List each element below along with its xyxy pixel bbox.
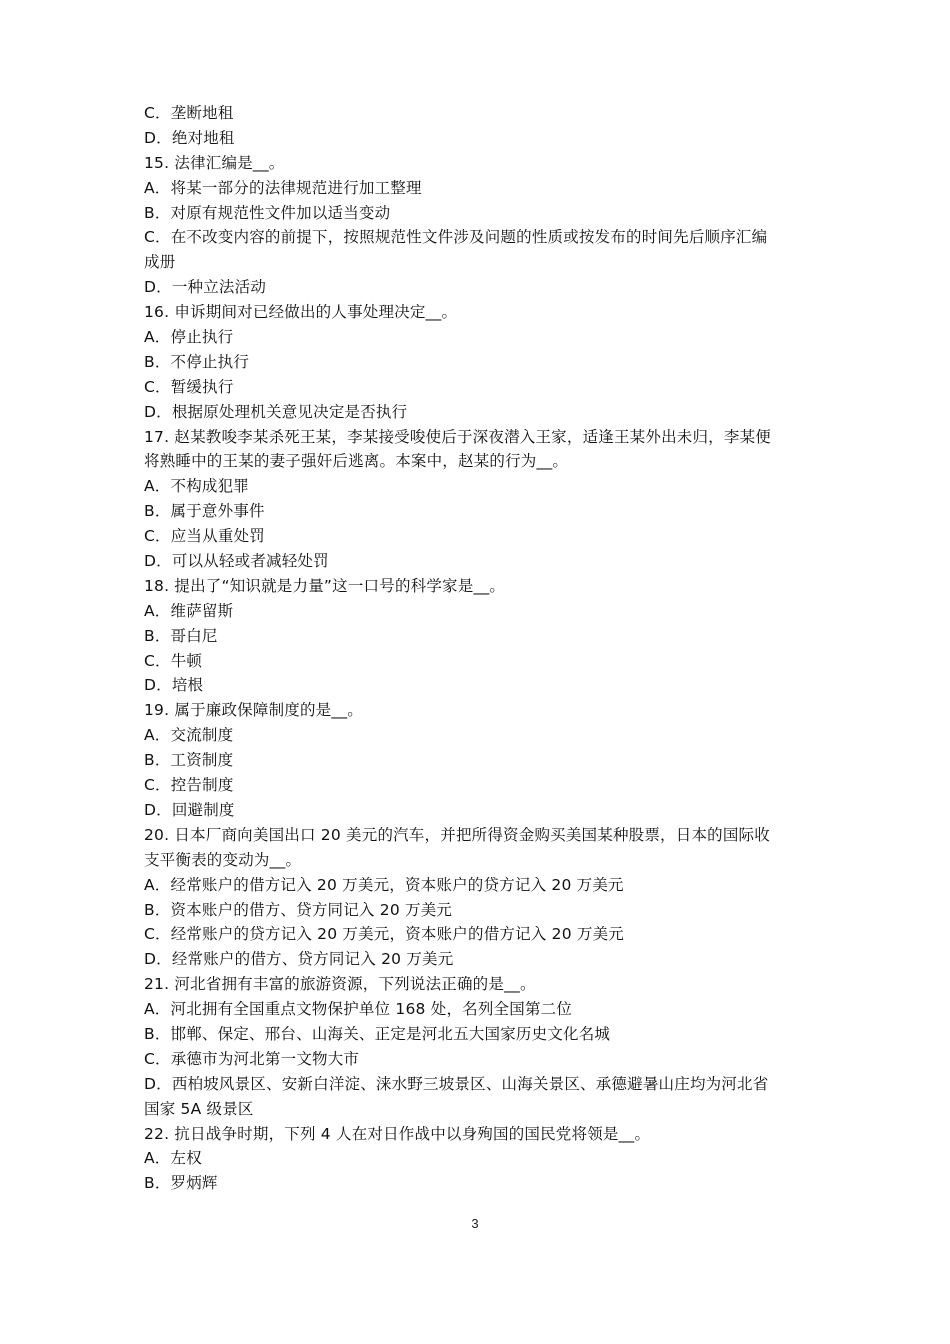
- text-line: 国家 5A 级景区: [144, 1099, 254, 1118]
- text-line: 16. 申诉期间对已经做出的人事处理决定__。: [144, 303, 458, 322]
- text-line: A．停止执行: [144, 328, 234, 347]
- text-line: D．可以从轻或者减轻处罚: [144, 552, 329, 571]
- text-line: 22. 抗日战争时期，下列 4 人在对日作战中以身殉国的国民党将领是__。: [144, 1124, 651, 1143]
- text-line: C．垄断地租: [144, 104, 234, 122]
- text-line: 21. 河北省拥有丰富的旅游资源，下列说法正确的是__。: [144, 975, 536, 994]
- text-line: C．控告制度: [144, 776, 234, 795]
- text-line: D．根据原处理机关意见决定是否执行: [144, 402, 408, 421]
- text-line: A．不构成犯罪: [144, 477, 250, 496]
- text-line: B．属于意外事件: [144, 502, 265, 521]
- text-line: D．一种立法活动: [144, 278, 267, 297]
- text-line: 20. 日本厂商向美国出口 20 美元的汽车，并把所得资金购买美国某种股票，日本的国际收: [144, 825, 770, 844]
- text-line: A．左权: [144, 1149, 202, 1168]
- text-line: D．西柏坡风景区、安新白洋淀、涞水野三坡景区、山海关景区、承德避暑山庄均为河北省: [144, 1074, 769, 1093]
- text-line: A．河北拥有全国重点文物保护单位 168 处，名列全国第二位: [144, 1000, 573, 1019]
- text-line: A．交流制度: [144, 726, 234, 745]
- text-line: A．维萨留斯: [144, 601, 234, 620]
- text-line: C．应当从重处罚: [144, 527, 265, 546]
- text-line: A．经常账户的借方记入 20 万美元，资本账户的贷方记入 20 万美元: [144, 875, 624, 894]
- text-line: D．回避制度: [144, 800, 235, 819]
- text-line: B．罗炳辉: [144, 1174, 218, 1193]
- text-line: 成册: [144, 253, 176, 272]
- text-line: B．工资制度: [144, 751, 234, 770]
- text-line: 15. 法律汇编是__。: [144, 153, 285, 172]
- page-body: [144, 101, 824, 1196]
- text-line: D．经常账户的借方、贷方同记入 20 万美元: [144, 950, 454, 969]
- text-line: C．暂缓执行: [144, 377, 234, 396]
- text-line: 支平衡表的变动为__。: [144, 850, 302, 869]
- text-line: B．资本账户的借方、贷方同记入 20 万美元: [144, 900, 453, 919]
- text-line: A．将某一部分的法律规范进行加工整理: [144, 178, 422, 197]
- text-line: B．对原有规范性文件加以适当变动: [144, 203, 391, 222]
- text-line: 17. 赵某教唆李某杀死王某，李某接受唆使后于深夜潜入王家，适逢王某外出未归，李某便: [144, 427, 771, 446]
- text-line: 将熟睡中的王某的妻子强奸后逃离。本案中，赵某的行为__。: [144, 452, 569, 471]
- text-line: D．培根: [144, 676, 204, 695]
- text-line: C．在不改变内容的前提下，按照规范性文件涉及问题的性质或按发布的时间先后顺序汇编: [144, 228, 768, 247]
- text-line: C．经常账户的贷方记入 20 万美元，资本账户的借方记入 20 万美元: [144, 925, 624, 944]
- text-line: D．绝对地租: [144, 128, 235, 147]
- page-number: 3: [471, 1216, 479, 1231]
- text-line: 19. 属于廉政保障制度的是__。: [144, 701, 363, 720]
- text-line: B．邯郸、保定、邢台、山海关、正定是河北五大国家历史文化名城: [144, 1024, 611, 1043]
- text-line: C．牛顿: [144, 651, 203, 670]
- text-line: B．不停止执行: [144, 352, 250, 371]
- text-line: C．承德市为河北第一文物大市: [144, 1049, 360, 1068]
- text-line: 18. 提出了“知识就是力量”这一口号的科学家是__。: [144, 576, 506, 595]
- text-line: B．哥白尼: [144, 626, 218, 645]
